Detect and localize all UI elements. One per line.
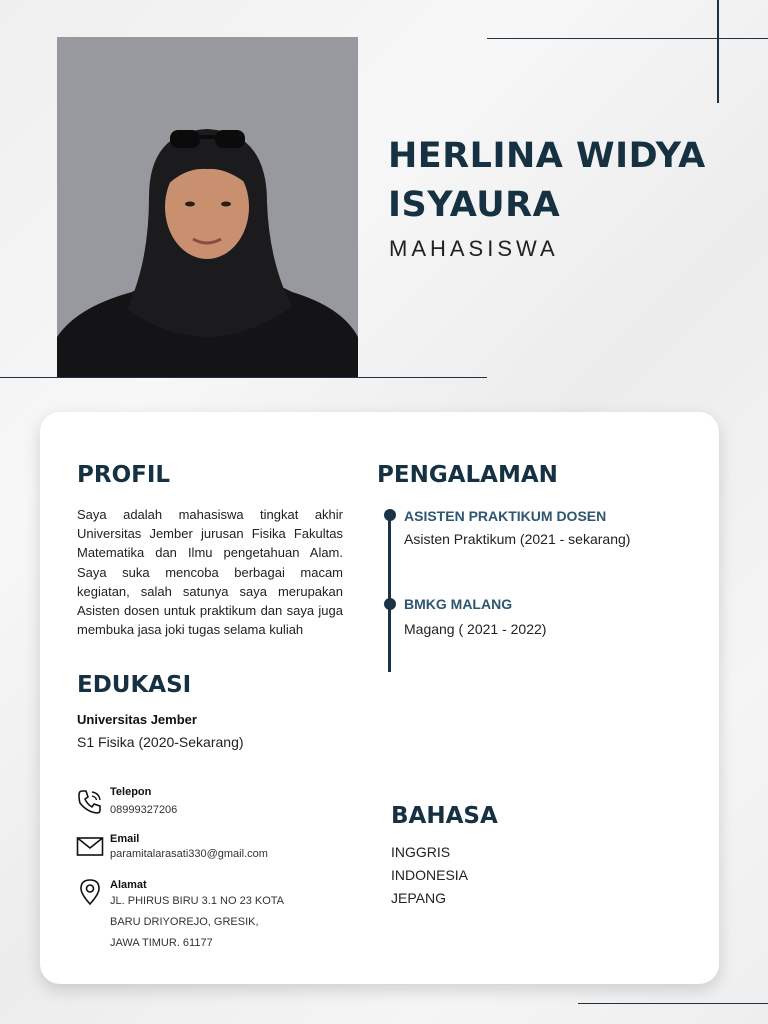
envelope-icon (76, 833, 104, 861)
experience-item-title: BMKG MALANG (404, 596, 513, 612)
profile-heading: PROFIL (77, 462, 171, 488)
full-name (388, 132, 748, 230)
language-item: JEPANG (391, 890, 446, 906)
email-value: paramitalarasati330@gmail.com (110, 848, 268, 860)
phone-label: Telepon (110, 786, 152, 798)
job-role: MAHASISWA (389, 236, 559, 261)
experience-heading: PENGALAMAN (377, 462, 558, 488)
experience-item-title: ASISTEN PRAKTIKUM DOSEN (404, 508, 607, 524)
location-pin-icon (76, 878, 104, 906)
phone-icon (76, 788, 104, 816)
language-heading: BAHASA (391, 803, 498, 829)
experience-item-desc: Magang ( 2021 - 2022) (404, 621, 547, 637)
photo-underline (0, 377, 487, 378)
top-right-vertical-line (717, 0, 719, 103)
name-line-2: ISYAURA (388, 185, 561, 225)
email-label: Email (110, 833, 140, 845)
address-label: Alamat (110, 879, 147, 891)
timeline-dot (384, 509, 396, 521)
timeline-dot (384, 598, 396, 610)
address-line: JAWA TIMUR. 61177 (110, 937, 213, 949)
language-item: INGGRIS (391, 844, 451, 860)
phone-value: 08999327206 (110, 804, 178, 816)
education-heading: EDUKASI (77, 672, 192, 698)
profile-photo (57, 37, 358, 377)
education-degree: S1 Fisika (2020-Sekarang) (77, 734, 244, 750)
bottom-right-line (578, 1003, 768, 1004)
profile-text: Saya adalah mahasiswa tingkat akhir Universitas Jember jurusan Fisika Fakultas Matematika dan Ilmu pengetahuan Alam. Saya suka mencoba berbagai macam kegiatan, salah satunya saya merupakan Asisten dosen untuk praktikum dan saya juga membuka jasa joki tugas selama kuliah (77, 507, 343, 638)
education-school: Universitas Jember (77, 712, 197, 727)
name-line-1: HERLINA WIDYA (388, 136, 706, 176)
experience-timeline (388, 512, 391, 672)
address-line: JL. PHIRUS BIRU 3.1 NO 23 KOTA (110, 895, 285, 907)
language-item: INDONESIA (391, 867, 469, 883)
top-right-horizontal-line (487, 38, 768, 39)
experience-item-desc: Asisten Praktikum (2021 - sekarang) (404, 531, 631, 547)
address-line: BARU DRIYOREJO, GRESIK, (110, 916, 259, 928)
